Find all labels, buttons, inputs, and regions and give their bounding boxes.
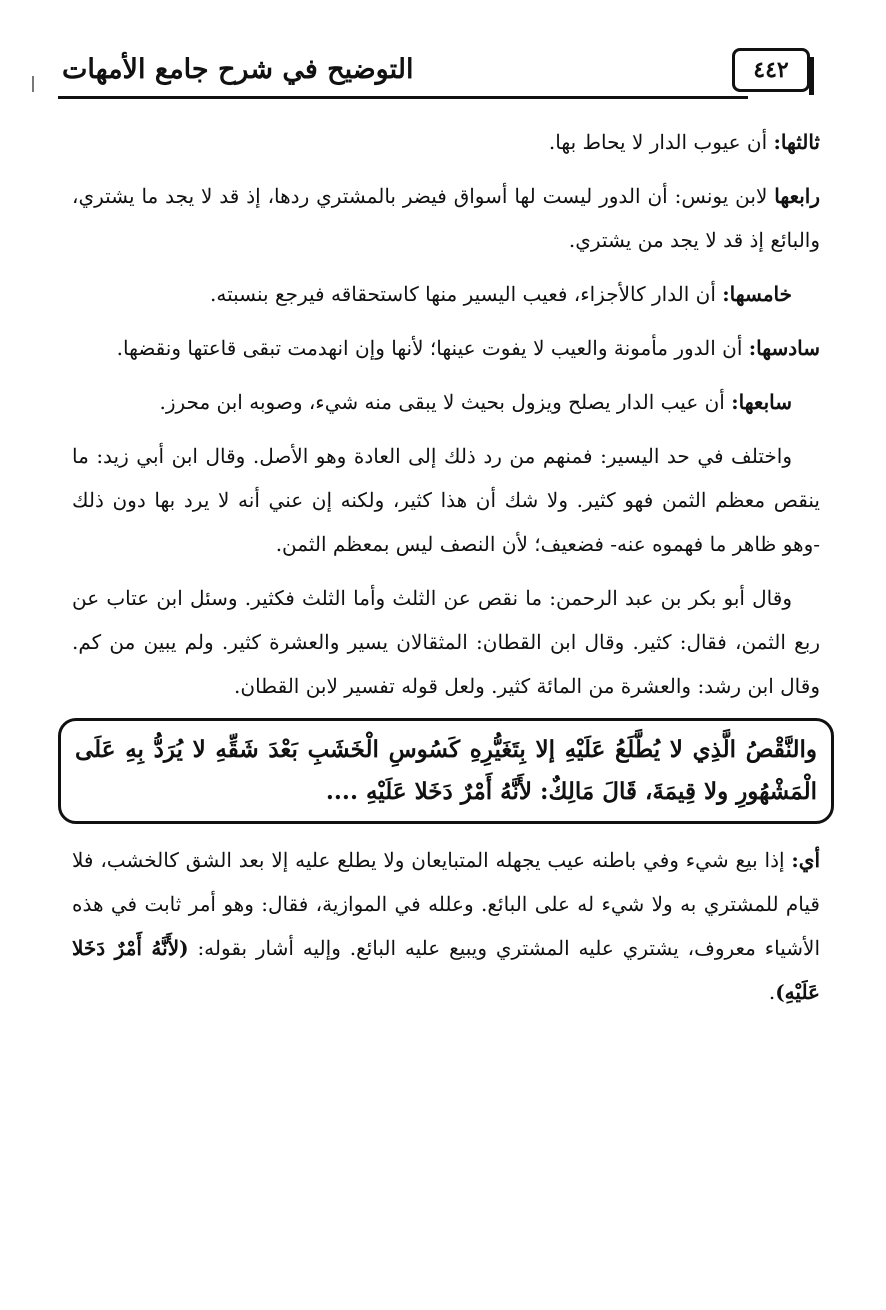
matn-text-box: والنَّقْصُ الَّذِي لا يُطَّلَعُ عَلَيْهِ إلا بِتَغَيُّرِهِ كَسُوسِ الْخَشَبِ بَعْدَ شَقِّهِ لا يُرَدُّ بِهِ عَلَى الْمَشْهُورِ ولا قِيمَةَ، قَالَ مَالِكٌ: لأَنَّهُ أَمْرٌ دَخَلا عَلَيْهِ .... [58, 718, 834, 824]
paragraph-fifth [72, 272, 820, 316]
header-rule [58, 96, 748, 99]
paragraph-lead: سابعها: [731, 390, 792, 414]
matn-quote: (لأَنَّهُ أَمْرٌ دَخَلا عَلَيْهِ) [72, 936, 820, 1004]
paragraph-lead: خامسها: [722, 282, 792, 306]
paragraph-text: واختلف في حد اليسير: فمنهم من رد ذلك إلى العادة وهو الأصل. وقال ابن أبي زيد: ما ينقص معظم الثمن فهو كثير. ولا شك أن هذا كثير، ولكنه إن عني أنه لا يرد بها دون ذلك -وهو ظاهر ما فهموه عنه- فضعيف؛ لأن النصف ليس بمعظم الثمن. [72, 444, 820, 556]
paragraph-third [72, 120, 820, 164]
paragraph-text: لابن يونس: أن الدور ليست لها أسواق فيضر بالمشتري ردها، إذ قد لا يجد ما يشتري، والبائع إذ قد لا يجد من يشتري. [72, 184, 820, 252]
paragraph-end: . [768, 980, 776, 1004]
paragraph-lead: ثالثها: [773, 130, 820, 154]
paragraph-sixth [72, 326, 820, 370]
paragraph-seventh [72, 380, 820, 424]
running-title: التوضيح في شرح جامع الأمهات [62, 54, 414, 85]
paragraph-opinions [72, 576, 820, 708]
paragraph-text: أن عيوب الدار لا يحاط بها. [548, 130, 774, 154]
paragraph-text: إذا بيع شيء وفي باطنه عيب يجهله المتبايعان ولا يطلع عليه إلا بعد الشق كالخشب، فلا قيام للمشتري به ولا شيء له على البائع. وعلله في الموازية، فقال: وهو أمر ثابت في هذه الأشياء معروف، يشتري عليه المشتري ويبيع عليه البائع. وإليه أشار بقوله: [72, 848, 820, 960]
margin-mark [32, 76, 34, 92]
page-header [58, 48, 810, 108]
paragraph-lead: سادسها: [748, 336, 820, 360]
paragraph-text: أن الدار كالأجزاء، فعيب اليسير منها كاستحقاقه فيرجع بنسبته. [210, 282, 723, 306]
page-number: ٤٤٢ [732, 48, 810, 92]
paragraph-text: وقال أبو بكر بن عبد الرحمن: ما نقص عن الثلث وأما الثلث فكثير. وسئل ابن عتاب عن ربع الثمن، فقال: كثير. وقال ابن القطان: المثقالان يسير والعشرة كثير. ولم يبين من كم. وقال ابن رشد: والعشرة من المائة كثير. ولعل قوله تفسير لابن القطان. [72, 586, 820, 698]
paragraph-text: أن الدور مأمونة والعيب لا يفوت عينها؛ لأنها وإن انهدمت تبقى قاعتها ونقضها. [116, 336, 749, 360]
paragraph-lead: رابعها [774, 184, 820, 208]
paragraph-text: أن عيب الدار يصلح ويزول بحيث لا يبقى منه شيء، وصوبه ابن محرز. [159, 390, 732, 414]
paragraph-fourth [72, 174, 820, 262]
paragraph-yasir-definition [72, 434, 820, 566]
paragraph-lead: أي: [791, 848, 820, 872]
paragraph-commentary [72, 838, 820, 1014]
body-text [72, 120, 820, 1024]
